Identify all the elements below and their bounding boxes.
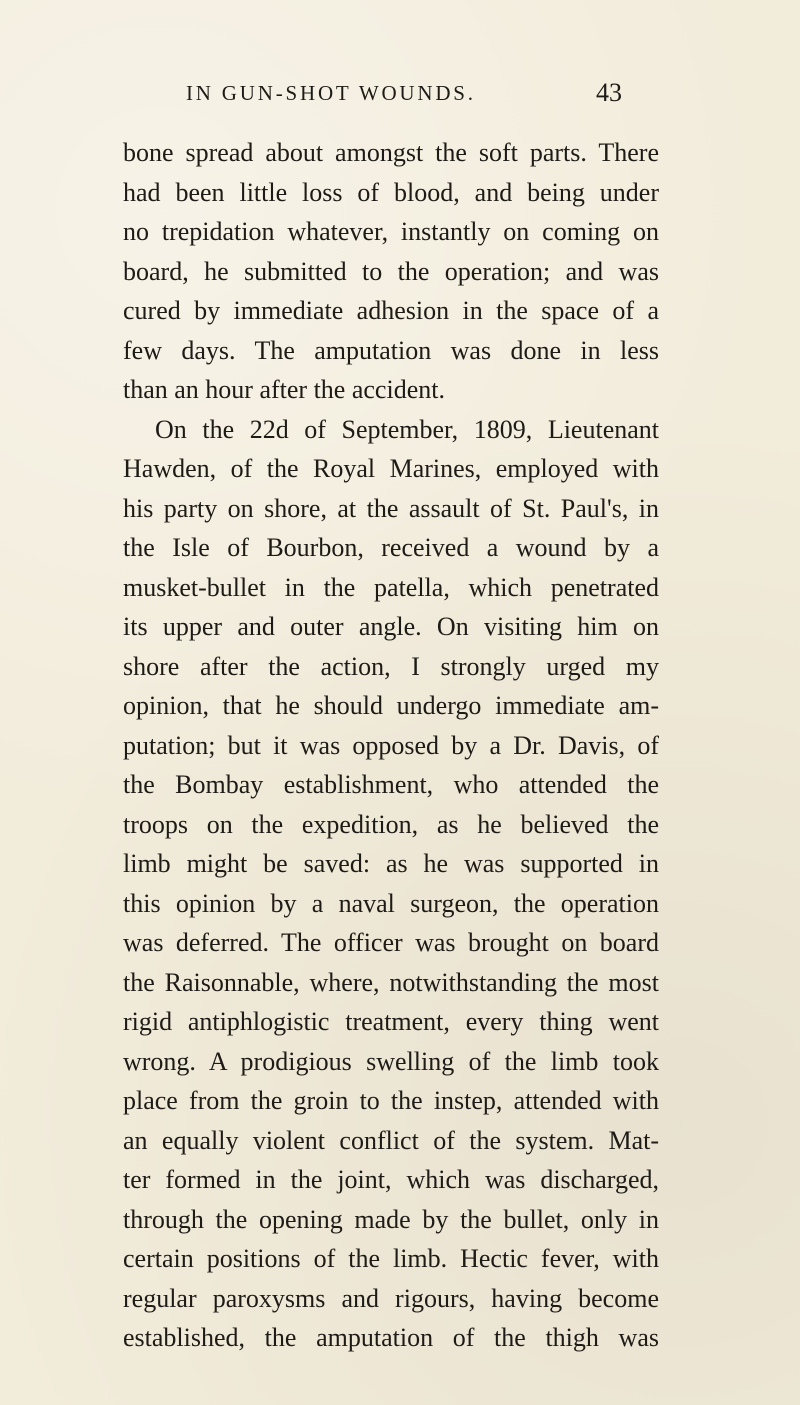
text-line: rigid antiphlogistic treatment, every thing went — [123, 1007, 659, 1036]
text-line: musket-bullet in the patella, which penetrated — [123, 572, 659, 602]
text-line: no trepidation whatever, instantly on coming on — [123, 217, 659, 246]
text-line: limb might be saved: as he was supported in — [123, 849, 659, 878]
text-line: board, he submitted to the operation; and was — [123, 256, 659, 286]
text-line: was deferred. The officer was brought on board — [123, 928, 659, 957]
text-line: regular paroxysms and rigours, having become — [123, 1283, 659, 1313]
text-line: ter formed in the joint, which was discharged, — [123, 1165, 659, 1194]
text-line: opinion, that he should undergo immediate am- — [123, 691, 659, 720]
text-line: troops on the expedition, as he believed the — [123, 809, 659, 839]
text-line: had been little loss of blood, and being under — [123, 177, 659, 207]
text-line: wrong. A prodigious swelling of the limb took — [123, 1046, 659, 1076]
text-line: than an hour after the accident. — [123, 375, 445, 404]
text-line: cured by immediate adhesion in the space of a — [123, 296, 659, 325]
running-title: IN GUN-SHOT WOUNDS. — [186, 81, 476, 105]
text-line: an equally violent conflict of the system. Mat- — [123, 1125, 659, 1155]
text-line: the Bombay establishment, who attended the — [123, 770, 659, 799]
text-line: the Raisonnable, where, notwithstanding the most — [123, 967, 659, 997]
text-line: shore after the action, I strongly urged my — [123, 651, 659, 681]
text-line: certain positions of the limb. Hectic fever, with — [123, 1244, 659, 1273]
text-line: bone spread about amongst the soft parts. There — [123, 138, 659, 167]
text-line: established, the amputation of the thigh was — [123, 1323, 659, 1352]
text-line: putation; but it was opposed by a Dr. Davis, of — [123, 730, 659, 760]
text-line: place from the groin to the instep, attended with — [123, 1086, 659, 1115]
text-line: through the opening made by the bullet, only in — [123, 1204, 659, 1234]
running-head — [186, 75, 622, 111]
text-line: few days. The amputation was done in less — [123, 335, 659, 365]
text-line: the Isle of Bourbon, received a wound by a — [123, 533, 659, 562]
text-line: its upper and outer angle. On visiting him on — [123, 612, 659, 641]
text-line: Hawden, of the Royal Marines, employed with — [123, 454, 659, 483]
body-text — [123, 133, 659, 1358]
paragraph-start-line: On the 22d of September, 1809, Lieutenant — [155, 414, 659, 444]
page-number: 43 — [596, 78, 622, 107]
text-line: this opinion by a naval surgeon, the operation — [123, 888, 659, 918]
text-line: his party on shore, at the assault of St. Paul's, in — [123, 493, 659, 523]
